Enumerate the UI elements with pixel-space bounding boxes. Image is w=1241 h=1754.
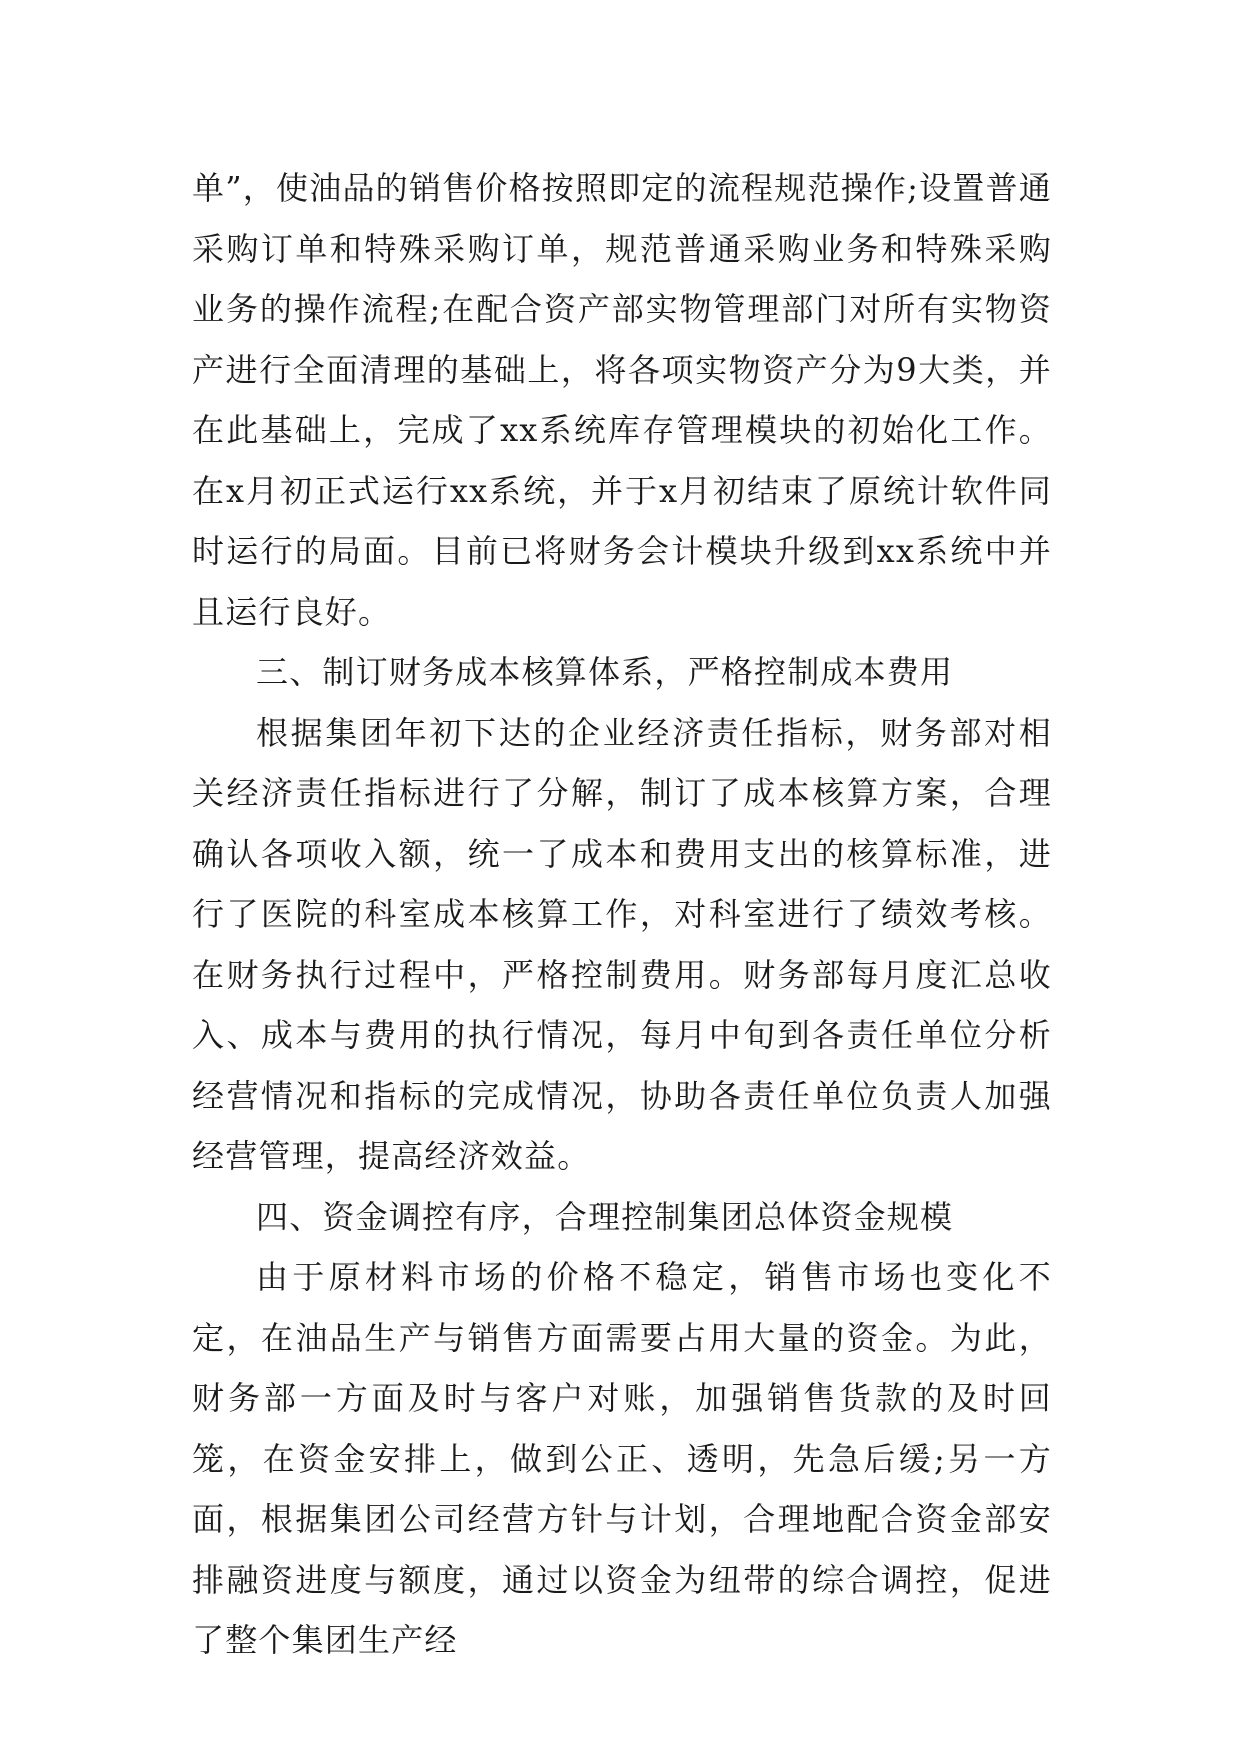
paragraph-cost-accounting: 根据集团年初下达的企业经济责任指标，财务部对相关经济责任指标进行了分解，制订了成本核算方案，合理确认各项收入额，统一了成本和费用支出的核算标准，进行了医院的科室成本核算工作，对科室进行了绩效考核。在财务执行过程中，严格控制费用。财务部每月度汇总收入、成本与费用的执行情况，每月中旬到各责任单位分析经营情况和指标的完成情况，协助各责任单位负责人加强经营管理，提高经济效益。: [192, 713, 1052, 1175]
paragraph-fund-control: 由于原材料市场的价格不稳定，销售市场也变化不定，在油品生产与销售方面需要占用大量的资金。为此，财务部一方面及时与客户对账，加强销售货款的及时回笼，在资金安排上，做到公正、透明，先急后缓;另一方面，根据集团公司经营方针与计划，合理地配合资金部安排融资进度与额度，通过以资金为纽带的综合调控，促进了整个集团生产经: [192, 1258, 1052, 1659]
section-heading-3: 三、制订财务成本核算体系，严格控制成本费用: [256, 653, 954, 691]
section-heading-4: 四、资金调控有序，合理控制集团总体资金规模: [256, 1197, 954, 1236]
paragraph-continuation: 单”，使油品的销售价格按照即定的流程规范操作;设置普通采购订单和特殊采购订单，规范普通采购业务和特殊采购业务的操作流程;在配合资产部实物管理部门对所有实物资产进行全面清理的基础上，将各项实物资产分为9大类，并在此基础上，完成了xx系统库存管理模块的初始化工作。在x月初正式运行xx系统，并于x月初结束了原统计软件同时运行的局面。目前已将财务会计模块升级到xx系统中并且运行良好。: [192, 169, 1052, 631]
document-body: [192, 158, 1052, 1671]
